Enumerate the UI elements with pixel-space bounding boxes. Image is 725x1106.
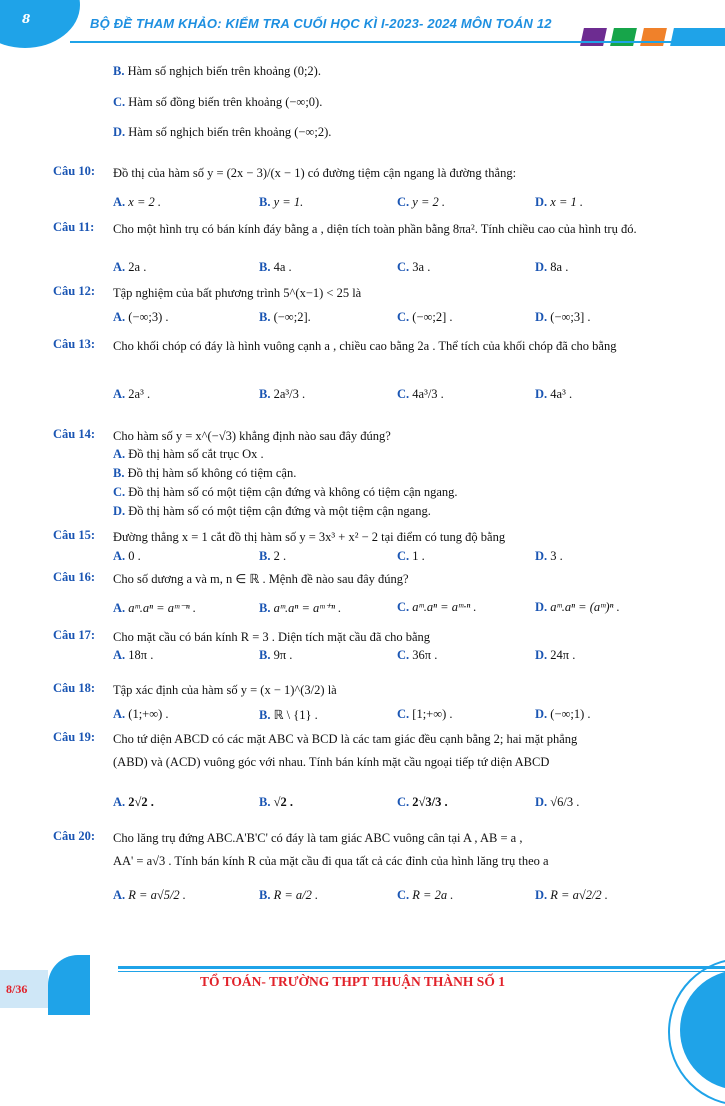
page-number: 8 (22, 12, 31, 26)
option-a: A. (1;+∞) . (113, 707, 169, 721)
header-swatch-orange (640, 28, 667, 46)
question-label: Câu 19: (53, 730, 96, 744)
option-a: A. 0 . (113, 549, 141, 563)
question-label: Câu 13: (53, 337, 96, 351)
option-c: C. (−∞;2] . (397, 310, 453, 324)
option-b: B. √2 . (259, 795, 293, 809)
option-d: D. aᵐ.aⁿ = (aᵐ)ⁿ . (535, 600, 620, 614)
option-a: A. (−∞;3) . (113, 310, 169, 324)
option-a: A. Đồ thị hàm số cắt trục Ox . (113, 447, 264, 461)
header-swatch-purple (580, 28, 607, 46)
question-text-line-1: Cho tứ diện ABCD có các mặt ABC và BCD là các tam giác đều cạnh bằng 2; hai mặt phẳng (113, 732, 578, 746)
option-c: C. 1 . (397, 549, 425, 563)
option-b: B. ℝ \ {1} . (259, 708, 318, 722)
option-d: D. 24π . (535, 648, 576, 662)
question-text: Tập xác định của hàm số y = (x − 1)^(3/2) là (113, 683, 337, 697)
option-b: B. 2 . (259, 549, 287, 563)
option-c: C. R = 2a . (397, 888, 454, 902)
option-c: C. Đồ thị hàm số có một tiệm cận đứng và không có tiệm cận ngang. (113, 485, 458, 499)
option-a: A. 2a . (113, 260, 147, 274)
option-d: D. 4a³ . (535, 387, 573, 401)
option-d: D. x = 1 . (535, 195, 584, 209)
option-b: B. (−∞;2]. (259, 310, 311, 324)
carryover-option-b: B. Hàm số nghịch biến trên khoảng (0;2). (113, 64, 321, 78)
question-text: Cho một hình trụ có bán kính đáy bằng a , diện tích toàn phần bằng 8πa². Tính chiều cao của hình trụ đó. (113, 222, 637, 236)
option-b: B. aᵐ.aⁿ = aᵐ⁺ⁿ . (259, 601, 342, 615)
page-header (0, 0, 725, 48)
option-c: C. y = 2 . (397, 195, 446, 209)
option-b: B. 4a . (259, 260, 292, 274)
question-text-line-2: (ABD) và (ACD) vuông góc với nhau. Tính bán kính mặt cầu ngoại tiếp tứ diện ABCD (113, 755, 550, 769)
question-label: Câu 20: (53, 829, 96, 843)
option-c: C. 2√3/3 . (397, 795, 448, 809)
question-text: Cho hàm số y = x^(−√3) khẳng định nào sau đây đúng? (113, 429, 391, 443)
option-a: A. R = a√5/2 . (113, 888, 186, 902)
option-a: A. 2a³ . (113, 387, 151, 401)
header-swatch-blue (670, 28, 725, 46)
option-c: C. 3a . (397, 260, 431, 274)
option-c: C. 36π . (397, 648, 438, 662)
option-b: B. 9π . (259, 648, 293, 662)
option-c: C. aᵐ.aⁿ = aᵐ·ⁿ . (397, 600, 477, 614)
footer-rule-thin (118, 971, 725, 972)
header-swatch-green (610, 28, 637, 46)
carryover-option-c: C. Hàm số đồng biến trên khoảng (−∞;0). (113, 95, 323, 109)
header-title: BỘ ĐỀ THAM KHẢO: KIỂM TRA CUỐI HỌC KÌ I-2023- 2024 MÔN TOÁN 12 (90, 16, 552, 31)
footer-page-number: 8/36 (6, 982, 28, 996)
question-text-line-1: Cho lăng trụ đứng ABC.A'B'C' có đáy là tam giác ABC vuông cân tại A , AB = a , (113, 831, 523, 845)
question-label: Câu 18: (53, 681, 96, 695)
footer-title: TỔ TOÁN- TRƯỜNG THPT THUẬN THÀNH SỐ 1 (200, 974, 505, 989)
header-rule (70, 41, 725, 43)
question-label: Câu 11: (53, 220, 95, 234)
option-d: D. R = a√2/2 . (535, 888, 608, 902)
question-text: Đồ thị của hàm số y = (2x − 3)/(x − 1) có đường tiệm cận ngang là đường thẳng: (113, 166, 517, 180)
option-c: C. [1;+∞) . (397, 707, 453, 721)
question-text: Cho số dương a và m, n ∈ ℝ . Mệnh đề nào sau đây đúng? (113, 572, 409, 586)
question-text: Cho mặt cầu có bán kính R = 3 . Diện tích mặt cầu đã cho bằng (113, 630, 431, 644)
carryover-option-d: D. Hàm số nghịch biến trên khoảng (−∞;2). (113, 125, 332, 139)
question-text: Tập nghiệm của bất phương trình 5^(x−1) < 25 là (113, 286, 362, 300)
option-c: C. 4a³/3 . (397, 387, 444, 401)
option-b: B. y = 1. (259, 195, 304, 209)
question-label: Câu 12: (53, 284, 96, 298)
footer-rule (118, 966, 725, 969)
option-d: D. 3 . (535, 549, 563, 563)
page-number-badge (0, 0, 80, 48)
option-d: D. (−∞;3] . (535, 310, 591, 324)
footer-wedge (48, 955, 90, 1015)
option-d: D. (−∞;1) . (535, 707, 591, 721)
option-d: D. √6/3 . (535, 795, 580, 809)
option-a: A. 2√2 . (113, 795, 154, 809)
question-label: Câu 17: (53, 628, 96, 642)
question-label: Câu 14: (53, 427, 96, 441)
question-text-line-2: AA' = a√3 . Tính bán kính R của mặt cầu đi qua tất cả các đỉnh của hình lăng trụ theo a (113, 854, 549, 868)
option-b: B. R = a/2 . (259, 888, 319, 902)
question-label: Câu 15: (53, 528, 96, 542)
option-a: A. 18π . (113, 648, 154, 662)
question-label: Câu 10: (53, 164, 96, 178)
option-d: D. 8a . (535, 260, 569, 274)
option-a: A. aᵐ.aⁿ = aᵐ⁻ⁿ . (113, 601, 196, 615)
option-b: B. 2a³/3 . (259, 387, 306, 401)
question-text: Đường thẳng x = 1 cắt đồ thị hàm số y = 3x³ + x² − 2 tại điểm có tung độ bằng (113, 530, 506, 544)
question-text: Cho khối chóp có đáy là hình vuông cạnh a , chiều cao bằng 2a . Thể tích của khối chóp đã cho bằng (113, 339, 617, 353)
option-d: D. Đồ thị hàm số có một tiệm cận đứng và một tiệm cận ngang. (113, 504, 431, 518)
option-b: B. Đồ thị hàm số không có tiệm cận. (113, 466, 297, 480)
option-a: A. x = 2 . (113, 195, 162, 209)
question-label: Câu 16: (53, 570, 96, 584)
